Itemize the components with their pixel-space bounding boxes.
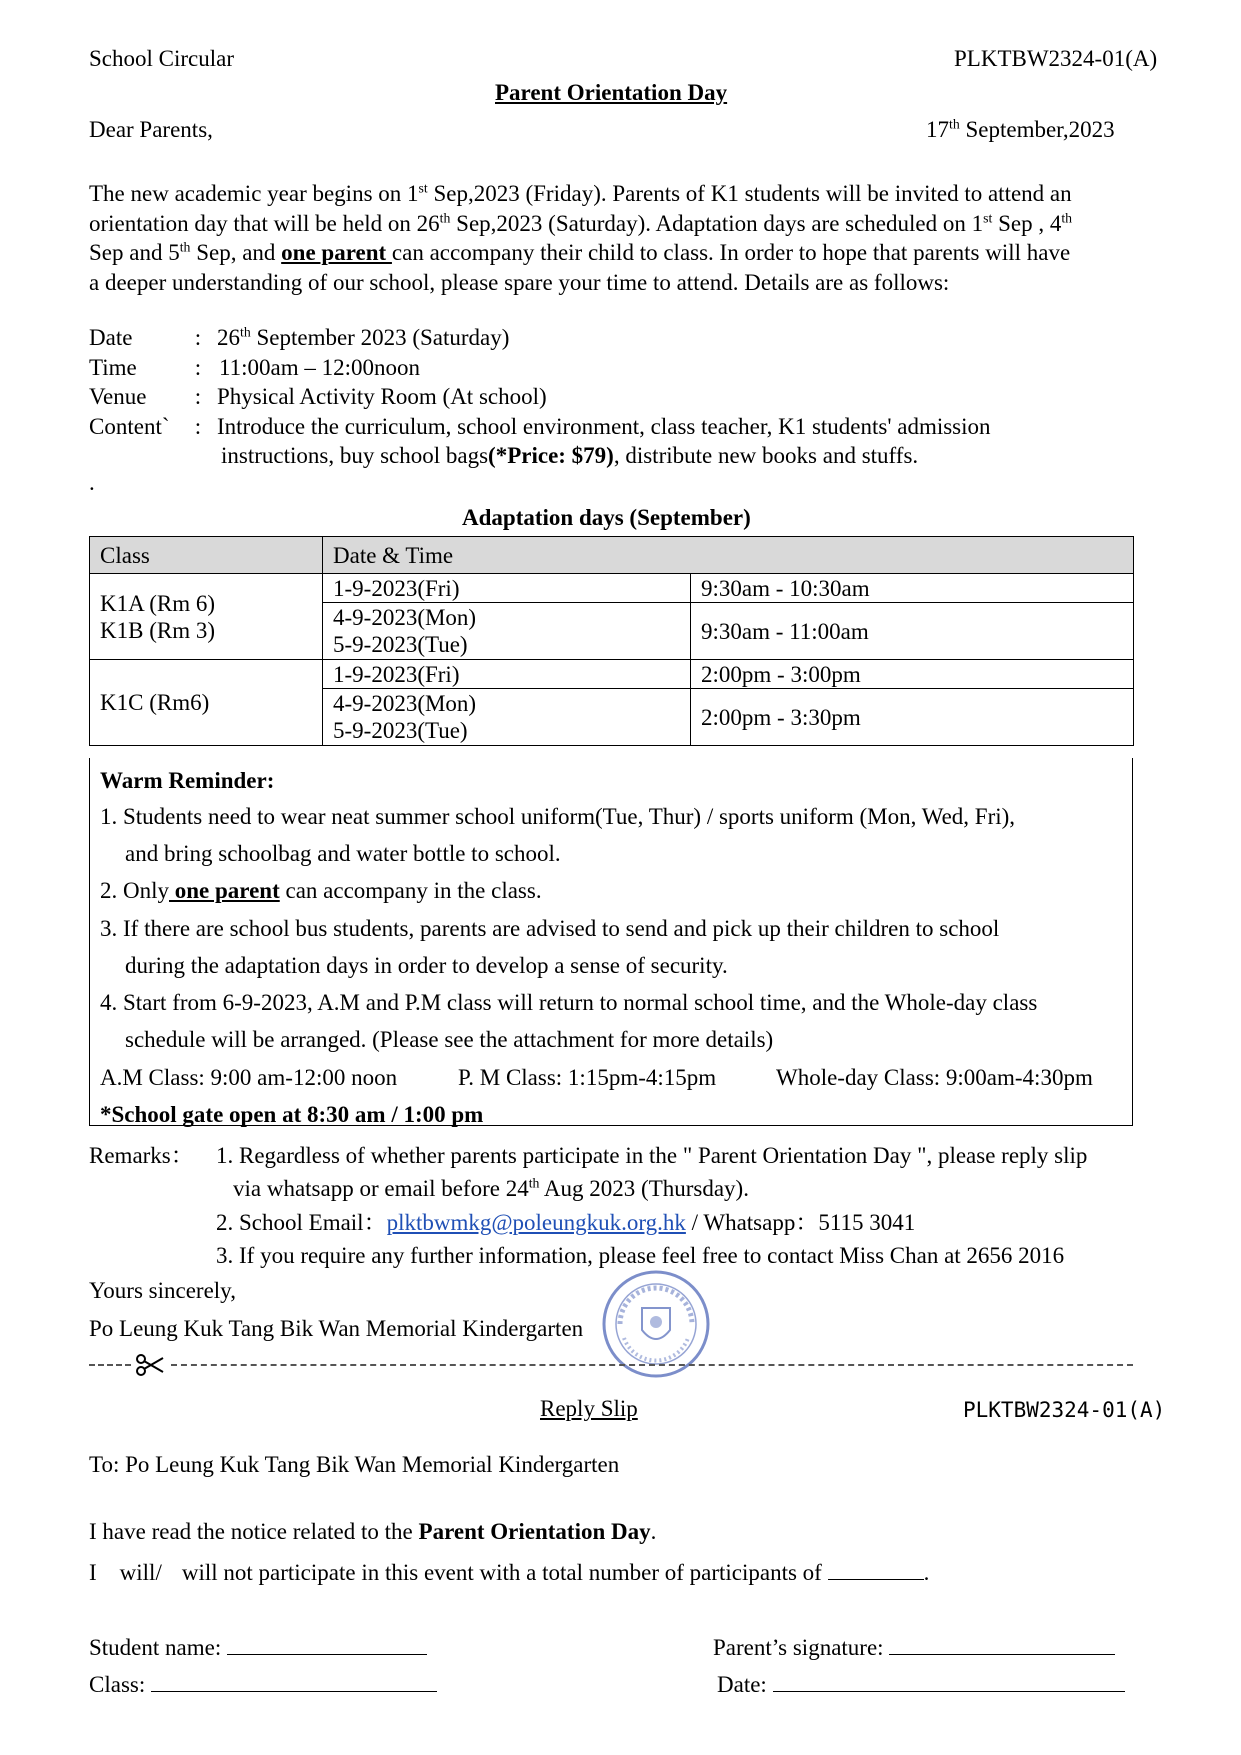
email-link[interactable]: plktbwmkg@poleungkuk.org.hk bbox=[386, 1210, 686, 1235]
detail-content: Content` : Introduce the curriculum, school environment, class teacher, K1 students' admission bbox=[89, 413, 991, 439]
intro-line-2: orientation day that will be held on 26th Sep,2023 (Saturday). Adaptation days are scheduled on 1st Sep , 4th bbox=[89, 209, 1073, 236]
remark-3: 3. If you require any further information, please feel free to contact Miss Chan at 2656 2016 bbox=[216, 1243, 1065, 1268]
remarks-label: Remarks： bbox=[89, 1143, 194, 1168]
reminder-1: 1. Students need to wear neat summer school uniform(Tue, Thur) / sports uniform (Mon, Wed, Fri), bbox=[100, 804, 1016, 829]
class-cell: K1A (Rm 6) K1B (Rm 3) bbox=[90, 574, 323, 660]
school-name: Po Leung Kuk Tang Bik Wan Memorial Kindergarten bbox=[89, 1316, 584, 1341]
date-row: Date: bbox=[717, 1669, 1125, 1698]
page-title: Parent Orientation Day bbox=[495, 80, 728, 105]
reminder-4-continued: schedule will be arranged. (Please see the attachment for more details) bbox=[125, 1027, 774, 1052]
detail-content-continued: instructions, buy school bags (*Price: $79) , distribute new books and stuffs. bbox=[221, 443, 919, 468]
warm-reminder-box bbox=[89, 758, 1133, 1126]
reply-slip-reference: PLKTBW2324-01(A) bbox=[963, 1398, 1166, 1422]
stray-dot: . bbox=[89, 470, 95, 495]
class-field[interactable] bbox=[151, 1669, 437, 1692]
cut-line bbox=[89, 1353, 1133, 1377]
intro-paragraph bbox=[89, 179, 1169, 297]
reminder-2: 2. Only one parent can accompany in the class. bbox=[100, 878, 542, 903]
parent-signature-row: Parent’s signature: bbox=[713, 1632, 1115, 1661]
reply-to: To: Po Leung Kuk Tang Bik Wan Memorial Kindergarten bbox=[89, 1452, 620, 1477]
date-cell: 4-9-2023(Mon) 5-9-2023(Tue) bbox=[323, 603, 691, 660]
table-row bbox=[90, 574, 1134, 603]
remark-1: 1. Regardless of whether parents participate in the " Parent Orientation Day ", please reply slip bbox=[216, 1143, 1088, 1168]
date-cell: 1-9-2023(Fri) bbox=[323, 574, 691, 603]
adaptation-title: Adaptation days (September) bbox=[462, 505, 751, 530]
time-cell: 9:30am - 11:00am bbox=[691, 603, 1134, 660]
header-class: Class bbox=[90, 537, 323, 574]
reply-slip-title: Reply Slip bbox=[540, 1396, 638, 1421]
remark-1-continued: via whatsapp or email before 24th Aug 2023 (Thursday). bbox=[233, 1175, 749, 1201]
circular-label: School Circular bbox=[89, 46, 234, 71]
detail-venue: Venue : Physical Activity Room (At school) bbox=[89, 384, 547, 409]
header-date-time: Date & Time bbox=[323, 537, 1134, 574]
whole-day-class-time: Whole-day Class: 9:00am-4:30pm bbox=[776, 1065, 1093, 1090]
reminder-3: 3. If there are school bus students, parents are advised to send and pick up their children to school bbox=[100, 916, 1000, 941]
time-cell: 2:00pm - 3:00pm bbox=[691, 660, 1134, 689]
greeting: Dear Parents, bbox=[89, 117, 213, 142]
class-cell: K1C (Rm6) bbox=[90, 660, 323, 746]
table-row bbox=[90, 660, 1134, 689]
table-header-row bbox=[90, 537, 1134, 574]
scissors-icon bbox=[135, 1353, 165, 1377]
remark-2: 2. School Email：plktbwmkg@poleungkuk.org.hk / Whatsapp：5115 3041 bbox=[216, 1210, 916, 1235]
reminder-4: 4. Start from 6-9-2023, A.M and P.M class will return to normal school time, and the Whole-day class bbox=[100, 990, 1038, 1015]
intro-line-3: Sep and 5th Sep, and one parent can accompany their child to class. In order to hope that parents will have bbox=[89, 239, 1071, 265]
reminder-title: Warm Reminder: bbox=[100, 768, 275, 793]
reference-code: PLKTBW2324-01(A) bbox=[954, 46, 1158, 71]
time-cell: 2:00pm - 3:30pm bbox=[691, 689, 1134, 746]
class-row: Class: bbox=[89, 1669, 437, 1698]
pm-class-time: P. M Class: 1:15pm-4:15pm bbox=[458, 1065, 717, 1090]
circular-date: 17th September,2023 bbox=[926, 116, 1115, 142]
intro-line-1: The new academic year begins on 1st Sep,2023 (Friday). Parents of K1 students will be invited to attend an bbox=[89, 180, 1072, 206]
adaptation-table bbox=[89, 536, 1134, 746]
student-name-field[interactable] bbox=[227, 1632, 427, 1655]
date-field[interactable] bbox=[773, 1669, 1125, 1692]
event-details bbox=[89, 323, 991, 471]
detail-time: Time : 11:00am – 12:00noon bbox=[89, 354, 421, 380]
parent-signature-field[interactable] bbox=[889, 1632, 1115, 1655]
participation-line: I will/ will not participate in this event with a total number of participants of . bbox=[89, 1557, 929, 1586]
school-gate-note: *School gate open at 8:30 am / 1:00 pm bbox=[100, 1102, 484, 1127]
intro-line-4: a deeper understanding of our school, please spare your time to attend. Details are as follows: bbox=[89, 269, 950, 295]
date-cell: 1-9-2023(Fri) bbox=[323, 660, 691, 689]
am-class-time: A.M Class: 9:00 am-12:00 noon bbox=[100, 1065, 398, 1090]
reminder-3-continued: during the adaptation days in order to develop a sense of security. bbox=[125, 953, 728, 978]
read-confirmation: I have read the notice related to the Parent Orientation Day. bbox=[89, 1519, 657, 1544]
participants-count-field[interactable] bbox=[828, 1557, 924, 1580]
student-name-row: Student name: bbox=[89, 1632, 427, 1661]
detail-date: Date : 26th September 2023 (Saturday) bbox=[89, 324, 510, 350]
date-cell: 4-9-2023(Mon) 5-9-2023(Tue) bbox=[323, 689, 691, 746]
closing-sincerely: Yours sincerely, bbox=[89, 1278, 236, 1303]
time-cell: 9:30am - 10:30am bbox=[691, 574, 1134, 603]
reminder-1-continued: and bring schoolbag and water bottle to school. bbox=[125, 841, 561, 866]
